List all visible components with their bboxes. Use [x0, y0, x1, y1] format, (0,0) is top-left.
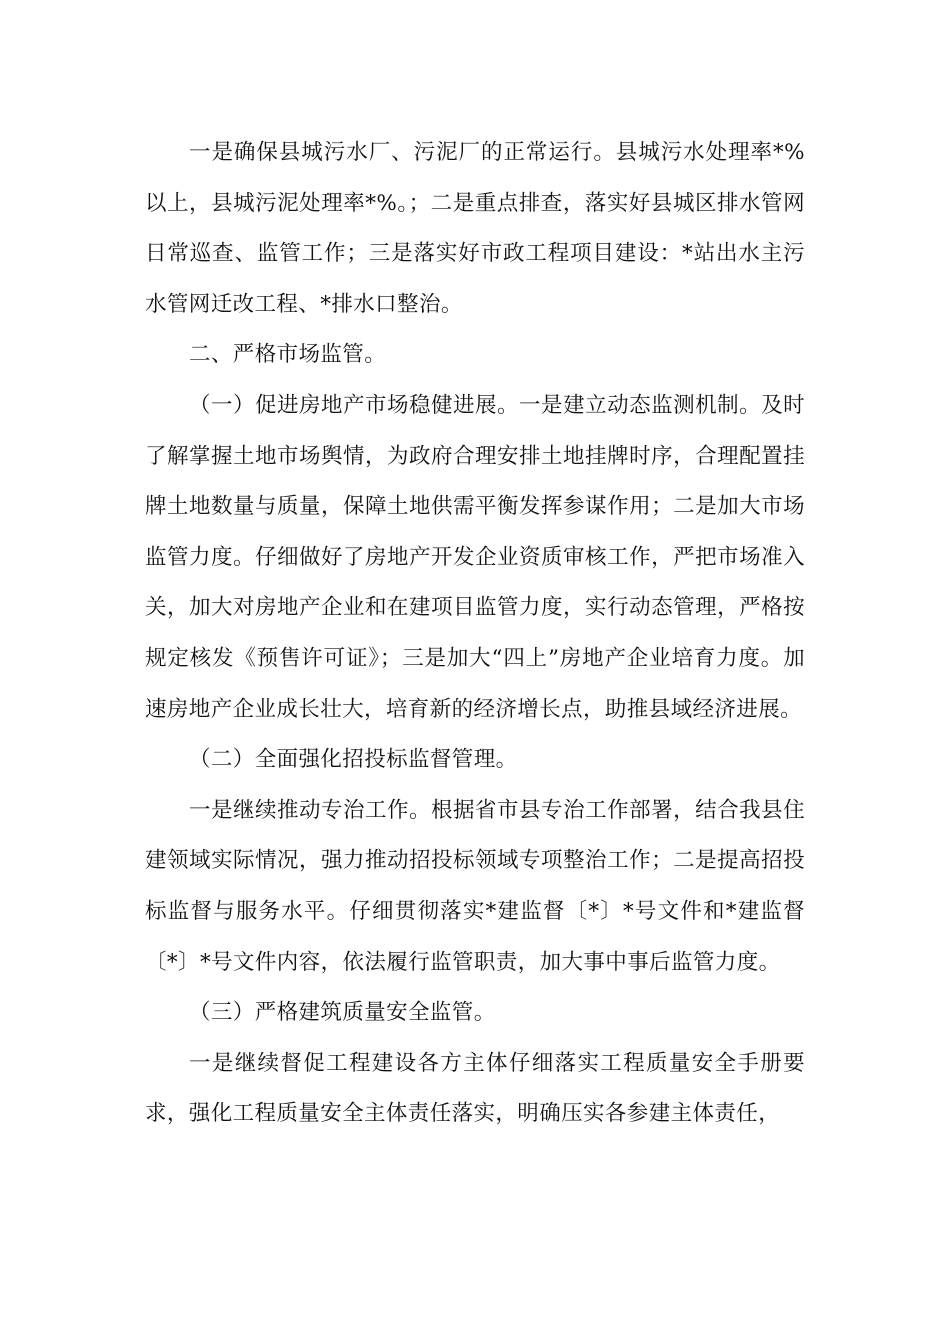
paragraph-real-estate-market: （一）促进房地产市场稳健进展。一是建立动态监测机制。及时了解掌握土地市场舆情，为政府合理安排土地挂牌时序，合理配置挂牌土地数量与质量，保障土地供需平衡发挥参谋作用；二是加大市场监管力度。仔细做好了房地产开发企业资质审核工作，严把市场准入关，加大对房地产企业和在建项目监管力度，实行动态管理，严格按规定核发《预售许可证》；三是加大“四上”房地产企业培育力度。加速房地产企业成长壮大，培育新的经济增长点，助推县域经济进展。	[145, 392, 805, 722]
section-heading-market-supervision: 二、严格市场监管。	[189, 342, 387, 368]
paragraph-construction-quality: 一是继续督促工程建设各方主体仔细落实工程质量安全手册要求，强化工程质量安全主体责任落实，明确压实各参建主体责任，	[145, 1050, 805, 1127]
paragraph-sewage-operation: 一是确保县城污水厂、污泥厂的正常运行。县城污水处理率*%以上，县城污泥处理率*%。；二是重点排查，落实好县城区排水管网日常巡查、监管工作；三是落实好市政工程项目建设：*站出水主污水管网迁改工程、*排水口整治。	[145, 140, 805, 317]
sub-heading-construction-quality: （三）严格建筑质量安全监管。	[189, 1000, 496, 1026]
document-page	[145, 128, 805, 1140]
paragraph-bidding-supervision: 一是继续推动专治工作。根据省市县专治工作部署，结合我县住建领域实际情况，强力推动招投标领域专项整治工作；二是提高招投标监督与服务水平。仔细贯彻落实*建监督〔*〕*号文件和*建监督〔*〕*号文件内容，依法履行监管职责，加大事中事后监管力度。	[145, 797, 805, 975]
sub-heading-bidding-supervision: （二）全面强化招投标监督管理。	[189, 747, 518, 773]
